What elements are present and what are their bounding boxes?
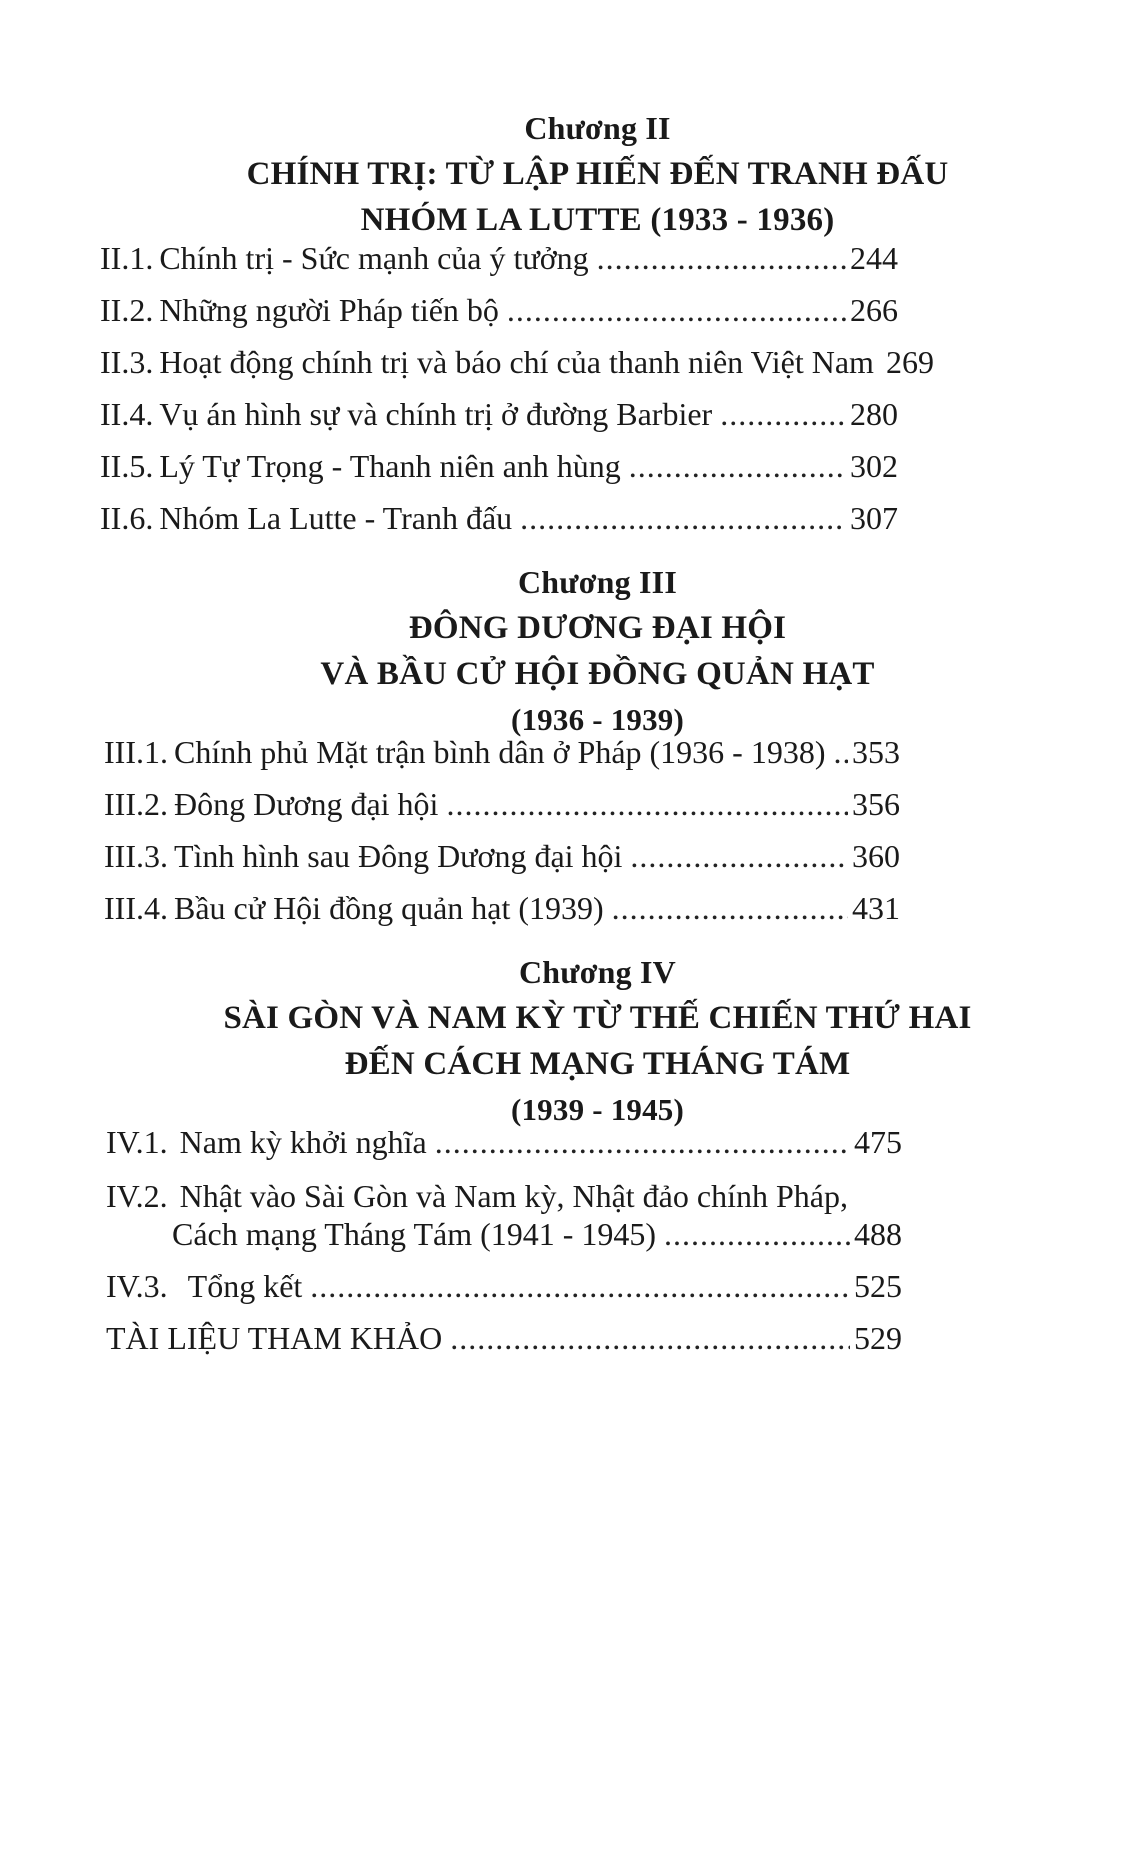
dot-leader [612, 888, 848, 928]
entry-title: Nhật vào Sài Gòn và Nam kỳ, Nhật đảo chính Pháp, [179, 1178, 848, 1214]
entry-title: Đông Dương đại hội [173, 786, 439, 822]
entry-number: IV.1. [106, 1124, 168, 1160]
dot-leader [450, 1318, 850, 1358]
entry-number: II.2. [100, 292, 154, 328]
entry-page-number: 266 [850, 292, 898, 328]
entry-title: Nam kỳ khởi nghĩa [179, 1124, 427, 1160]
entry-number: III.1. [104, 734, 168, 770]
toc-entry-first-line[interactable] [106, 1176, 902, 1216]
chapter-heading [100, 562, 1095, 746]
entry-number: II.1. [100, 240, 154, 276]
toc-entry[interactable] [106, 1266, 902, 1306]
entry-page-number: 302 [850, 448, 898, 484]
entry-number: III.3. [104, 838, 168, 874]
dot-leader [833, 732, 848, 772]
entry-title: Chính trị - Sức mạnh của ý tưởng [159, 240, 589, 276]
entry-title: Hoạt động chính trị và báo chí của thanh niên Việt Nam [159, 344, 874, 380]
dot-leader [520, 498, 846, 538]
dot-leader [446, 784, 848, 824]
dot-leader [310, 1266, 850, 1306]
entry-page-number: 360 [852, 838, 900, 874]
entry-page-number: 353 [852, 734, 900, 770]
chapter-label: Chương II [524, 110, 671, 146]
entry-number: II.5. [100, 448, 154, 484]
references-title: TÀI LIỆU THAM KHẢO [106, 1320, 443, 1356]
chapter-title-line: ĐÔNG DƯƠNG ĐẠI HỘI [408, 610, 787, 646]
toc-entry[interactable] [100, 290, 898, 330]
dot-leader [629, 446, 846, 486]
entry-number: II.6. [100, 500, 154, 536]
toc-entry[interactable] [106, 1122, 902, 1162]
entry-title: Tình hình sau Đông Dương đại hội [173, 838, 623, 874]
toc-entry-references[interactable] [106, 1318, 902, 1358]
toc-entry[interactable] [104, 836, 900, 876]
dot-leader [507, 290, 846, 330]
dot-leader [630, 836, 848, 876]
dot-leader [597, 238, 846, 278]
entry-title: Chính phủ Mặt trận bình dân ở Pháp (1936 - 1938) [173, 734, 826, 770]
toc-entry[interactable] [100, 394, 898, 434]
toc-entry-continuation[interactable] [172, 1214, 902, 1254]
entry-page-number: 356 [852, 786, 900, 822]
entry-number: IV.2. [106, 1178, 168, 1214]
chapter-title-line: SÀI GÒN VÀ NAM KỲ TỪ THẾ CHIẾN THỨ HAI [223, 1000, 972, 1036]
chapter-title-line: ĐẾN CÁCH MẠNG THÁNG TÁM [344, 1046, 851, 1082]
chapter-title-line: CHÍNH TRỊ: TỪ LẬP HIẾN ĐẾN TRANH ĐẤU [246, 156, 949, 192]
entry-title: Tổng kết [187, 1268, 303, 1304]
entry-page-number: 307 [850, 500, 898, 536]
entry-title: Bầu cử Hội đồng quản hạt (1939) [173, 890, 604, 926]
chapter-label: Chương IV [519, 954, 676, 990]
entry-page-number: 269 [885, 344, 934, 380]
toc-entry[interactable] [100, 446, 898, 486]
entry-page-number: 244 [850, 240, 898, 276]
entry-page-number: 475 [854, 1124, 902, 1160]
entry-number: II.3. [100, 344, 154, 380]
entry-page-number: 431 [852, 890, 900, 926]
entry-page-number: 525 [854, 1268, 902, 1304]
entry-number: III.4. [104, 890, 168, 926]
entry-title: Vụ án hình sự và chính trị ở đường Barbier [159, 396, 713, 432]
entry-title: Nhóm La Lutte - Tranh đấu [159, 500, 513, 536]
entry-title: Lý Tự Trọng - Thanh niên anh hùng [159, 448, 621, 484]
entry-title: Những người Pháp tiến bộ [159, 292, 499, 328]
toc-entry[interactable] [100, 498, 898, 538]
chapter-title-line: VÀ BẦU CỬ HỘI ĐỒNG QUẢN HẠT [320, 656, 875, 692]
toc-entry[interactable] [104, 784, 900, 824]
entry-title-continued: Cách mạng Tháng Tám (1941 - 1945) [172, 1216, 657, 1252]
toc-entry[interactable] [100, 238, 898, 278]
chapter-years: (1936 - 1939) [510, 702, 685, 737]
entry-page-number: 488 [854, 1216, 902, 1252]
toc-entry[interactable] [100, 342, 934, 382]
entry-number: III.2. [104, 786, 168, 822]
dot-leader [435, 1122, 850, 1162]
dot-leader [664, 1214, 850, 1254]
dot-leader [720, 394, 846, 434]
chapter-heading [100, 952, 1095, 1136]
toc-entry[interactable] [104, 888, 900, 928]
entry-number: IV.3. [106, 1268, 168, 1304]
chapter-title-line: NHÓM LA LUTTE (1933 - 1936) [360, 202, 835, 238]
chapter-heading [100, 108, 1095, 246]
entry-page-number: 529 [854, 1320, 902, 1356]
chapter-years: (1939 - 1945) [510, 1092, 685, 1127]
toc-entry[interactable] [104, 732, 900, 772]
chapter-label: Chương III [518, 564, 677, 600]
entry-page-number: 280 [850, 396, 898, 432]
entry-number: II.4. [100, 396, 154, 432]
